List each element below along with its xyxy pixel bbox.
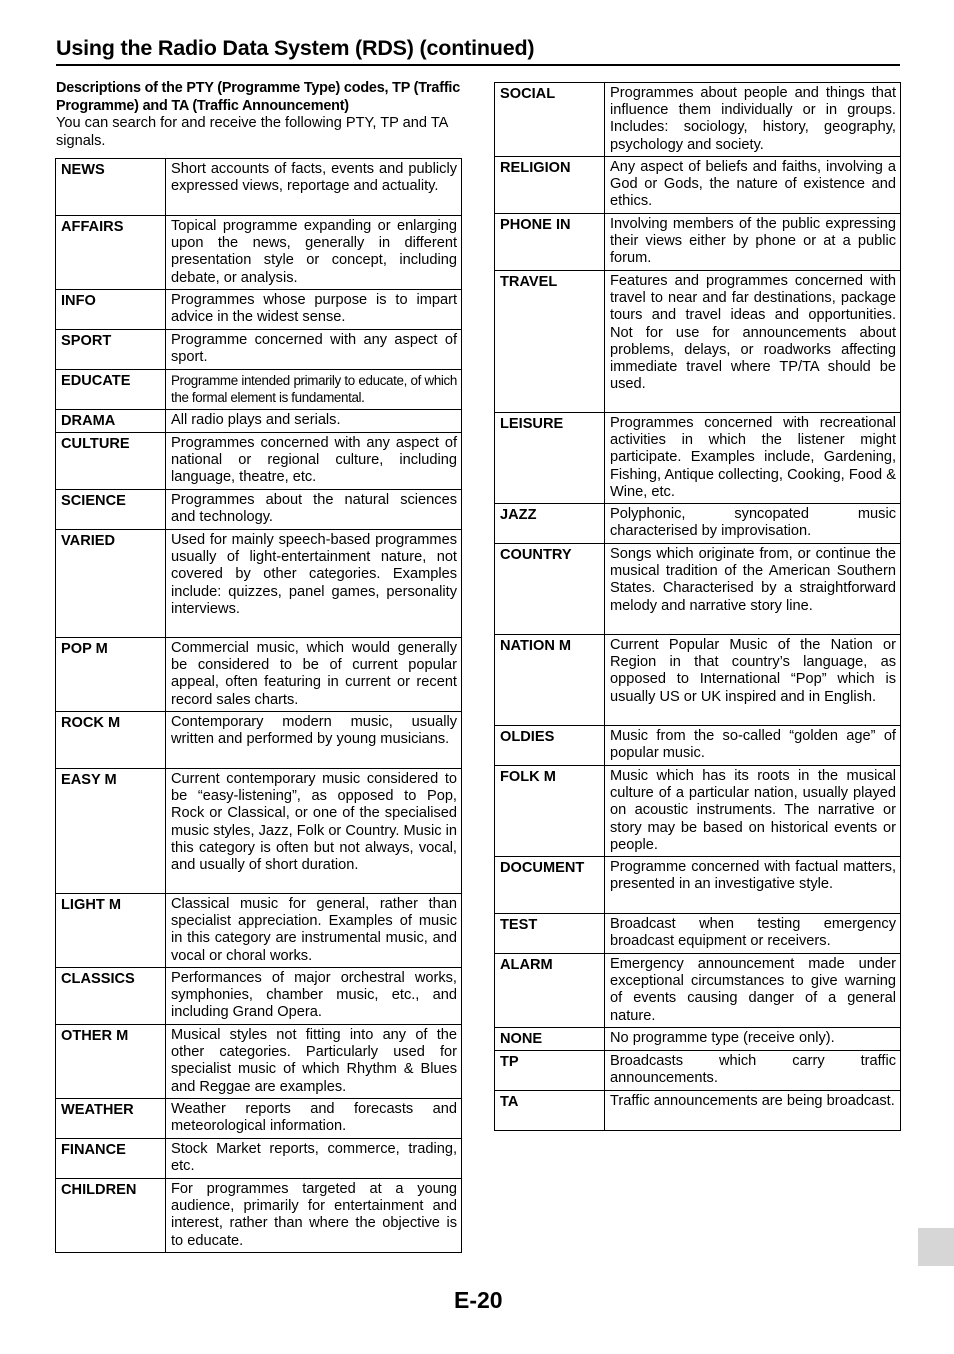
pty-code: JAZZ <box>495 504 605 544</box>
table-row <box>495 504 901 544</box>
pty-code: CHILDREN <box>56 1179 166 1253</box>
pty-description: Programme concerned with any aspect of sport. <box>166 330 462 370</box>
pty-code: CLASSICS <box>56 968 166 1025</box>
pty-description: Involving members of the public expressing their views either by phone or at a public forum. <box>605 214 901 271</box>
pty-description: Music which has its roots in the musical culture of a particular nation, usually played on acoustic instruments. The narrative or story may be based on historical events or people. <box>605 766 901 857</box>
pty-code: FINANCE <box>56 1139 166 1179</box>
pty-code: TP <box>495 1051 605 1091</box>
pty-description: Topical programme expanding or enlarging upon the news, generally in different presentation style or concept, including debate, or analysis. <box>166 216 462 290</box>
pty-code: TA <box>495 1091 605 1131</box>
intro-section <box>56 80 462 150</box>
table-row <box>56 216 462 290</box>
pty-code: NONE <box>495 1028 605 1051</box>
pty-code: SPORT <box>56 330 166 370</box>
pty-code: TEST <box>495 914 605 954</box>
pty-description: Commercial music, which would generally be considered to be of current popular appeal, often featuring in current or recent record sales charts. <box>166 638 462 712</box>
table-row <box>56 769 462 894</box>
table-row <box>56 410 462 433</box>
pty-code: ROCK M <box>56 712 166 769</box>
pty-description: Broadcasts which carry traffic announcements. <box>605 1051 901 1091</box>
page-number: E-20 <box>454 1287 503 1313</box>
table-row <box>56 638 462 712</box>
pty-description: Musical styles not fitting into any of the other categories. Particularly used for specialist music of which Rhythm & Blues and Reggae are examples. <box>166 1025 462 1099</box>
pty-description: Songs which originate from, or continue the musical tradition of the American Southern States. Characterised by a straightforward melody and narrative story line. <box>605 544 901 635</box>
pty-code: SCIENCE <box>56 490 166 530</box>
pty-code: SOCIAL <box>495 83 605 157</box>
pty-description: Programmes whose purpose is to impart advice in the widest sense. <box>166 290 462 330</box>
intro-heading: Descriptions of the PTY (Programme Type) codes, TP (Traffic Programme) and TA (Traffic Announcement) <box>56 80 461 114</box>
table-row <box>495 1051 901 1091</box>
table-row <box>56 1179 462 1253</box>
table-row <box>56 1099 462 1139</box>
table-row <box>56 1139 462 1179</box>
table-row <box>495 914 901 954</box>
pty-description: For programmes targeted at a young audience, primarily for entertainment and interest, rather than where the objective is to educate. <box>166 1179 462 1253</box>
pty-code: EDUCATE <box>56 370 166 410</box>
pty-description: Features and programmes concerned with travel to near and far destinations, package tours and travel ideas and opportunities. Not for use for announcements about problems, delays, or roadworks affecting immediate travel where TP/TA should be used. <box>605 271 901 413</box>
pty-description: Programmes concerned with any aspect of national or regional culture, including language, theatre, etc. <box>166 433 462 490</box>
table-row <box>495 214 901 271</box>
table-row <box>495 766 901 857</box>
table-row <box>495 726 901 766</box>
pty-description: Programme concerned with factual matters, presented in an investigative style. <box>605 857 901 914</box>
table-row <box>495 635 901 726</box>
table-row <box>56 968 462 1025</box>
pty-description: Performances of major orchestral works, symphonies, chamber music, etc., and including Grand Opera. <box>166 968 462 1025</box>
table-row <box>56 433 462 490</box>
pty-code: RELIGION <box>495 157 605 214</box>
table-row <box>495 544 901 635</box>
pty-table-right <box>494 82 901 1131</box>
table-row <box>495 271 901 413</box>
table-row <box>56 370 462 410</box>
table-row <box>495 857 901 914</box>
table-row <box>495 413 901 504</box>
pty-description: Programmes about people and things that influence them individually or in groups. Includes: sociology, history, geography, psychology and society. <box>605 83 901 157</box>
table-row <box>495 83 901 157</box>
section-tab-marker <box>918 1228 954 1266</box>
table-row <box>56 490 462 530</box>
pty-description: Any aspect of beliefs and faiths, involving a God or Gods, the nature of existence and ethics. <box>605 157 901 214</box>
pty-description: Stock Market reports, commerce, trading, etc. <box>166 1139 462 1179</box>
pty-description: Short accounts of facts, events and publicly expressed views, reportage and actuality. <box>166 159 462 216</box>
pty-description: Broadcast when testing emergency broadcast equipment or receivers. <box>605 914 901 954</box>
pty-description: Programmes about the natural sciences and technology. <box>166 490 462 530</box>
pty-code: TRAVEL <box>495 271 605 413</box>
pty-code: VARIED <box>56 530 166 638</box>
table-row <box>56 330 462 370</box>
table-row <box>56 894 462 968</box>
table-row <box>495 1091 901 1131</box>
intro-text: You can search for and receive the following PTY, TP and TA signals. <box>56 115 448 149</box>
table-row <box>56 159 462 216</box>
pty-code: LIGHT M <box>56 894 166 968</box>
pty-description: Current Popular Music of the Nation or Region in that country’s language, as opposed to International “Pop” which is usually US or UK inspired and in English. <box>605 635 901 726</box>
pty-description: Classical music for general, rather than specialist appreciation. Examples of music in this category are instrumental music, and vocal or choral works. <box>166 894 462 968</box>
pty-description: Programmes concerned with recreational activities in which the listener might participate. Examples include, Gardening, Fishing, Antique collecting, Cooking, Food & Wine, etc. <box>605 413 901 504</box>
pty-code: ALARM <box>495 954 605 1028</box>
page-title: Using the Radio Data System (RDS) (continued) <box>56 34 900 66</box>
pty-code: NATION M <box>495 635 605 726</box>
pty-description: Programme intended primarily to educate, of which the formal element is fundamental. <box>166 370 462 410</box>
pty-code: AFFAIRS <box>56 216 166 290</box>
table-row <box>56 1025 462 1099</box>
table-row <box>495 157 901 214</box>
table-row <box>56 530 462 638</box>
table-row <box>495 1028 901 1051</box>
pty-description: Music from the so-called “golden age” of popular music. <box>605 726 901 766</box>
pty-description: Used for mainly speech-based programmes usually of light-entertainment nature, not covered by other categories. Examples include: quizzes, panel games, personality interviews. <box>166 530 462 638</box>
pty-description: Weather reports and forecasts and meteorological information. <box>166 1099 462 1139</box>
pty-code: OTHER M <box>56 1025 166 1099</box>
pty-code: CULTURE <box>56 433 166 490</box>
pty-description: Current contemporary music considered to be “easy-listening”, as opposed to Pop, Rock or Classical, or one of the specialised music styles, Jazz, Folk or Country. Music in this category is often but not always, vocal, and usually of short duration. <box>166 769 462 894</box>
pty-code: LEISURE <box>495 413 605 504</box>
pty-code: OLDIES <box>495 726 605 766</box>
table-row <box>56 712 462 769</box>
pty-code: WEATHER <box>56 1099 166 1139</box>
pty-description: Contemporary modern music, usually written and performed by young musicians. <box>166 712 462 769</box>
pty-description: Polyphonic, syncopated music characterised by improvisation. <box>605 504 901 544</box>
pty-table-left <box>55 158 462 1253</box>
pty-code: INFO <box>56 290 166 330</box>
pty-code: POP M <box>56 638 166 712</box>
pty-code: PHONE IN <box>495 214 605 271</box>
pty-code: DOCUMENT <box>495 857 605 914</box>
pty-code: EASY M <box>56 769 166 894</box>
pty-code: NEWS <box>56 159 166 216</box>
table-row <box>495 954 901 1028</box>
pty-code: DRAMA <box>56 410 166 433</box>
pty-description: Emergency announcement made under exceptional circumstances to give warning of events causing danger of a general nature. <box>605 954 901 1028</box>
pty-code: FOLK M <box>495 766 605 857</box>
pty-description: No programme type (receive only). <box>605 1028 901 1051</box>
pty-description: Traffic announcements are being broadcast. <box>605 1091 901 1131</box>
pty-description: All radio plays and serials. <box>166 410 462 433</box>
table-row <box>56 290 462 330</box>
pty-code: COUNTRY <box>495 544 605 635</box>
